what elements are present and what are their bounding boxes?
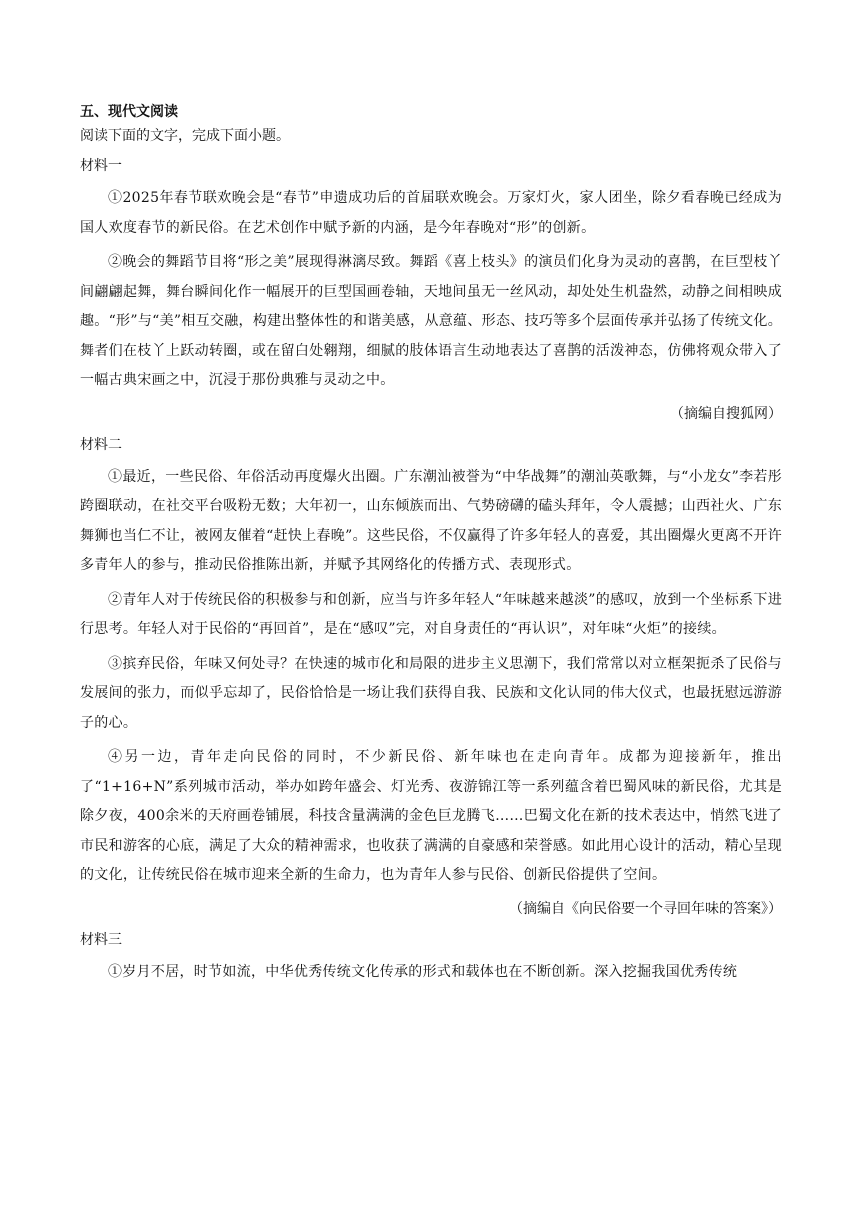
section-title: 五、现代文阅读: [80, 104, 178, 120]
paragraph: ②青年人对于传统民俗的积极参与和创新，应当与许多年轻人“年味越来越淡”的感叹，放到一个坐标系下进行思考。年轻人对于民俗的“再回首”，是在“感叹”完，对自身责任的“再认识”，对年味“火炬”的接续。: [80, 591, 782, 637]
material-three: [80, 928, 782, 988]
paragraph: ①岁月不居，时节如流，中华优秀传统文化传承的形式和载体也在不断创新。深入挖掘我国优秀传统: [108, 963, 738, 980]
document-page: [80, 100, 782, 992]
paragraph: ①最近，一些民俗、年俗活动再度爆火出圈。广东潮汕被誉为“中华战舞”的潮汕英歌舞，与“小龙女”李若彤跨圈联动，在社交平台吸粉无数；大年初一，山东倾族而出、气势磅礴的磕头拜年，令人震撼；山西社火、广东舞狮也当仁不让，被网友催着“赶快上春晚”。这些民俗，不仅赢得了许多年轻人的喜爱，其出圈爆火更离不开许多青年人的参与，推动民俗推陈出新，并赋予其网络化的传播方式、表现形式。: [80, 468, 782, 573]
instruction: 阅读下面的文字，完成下面小题。: [80, 128, 290, 144]
paragraph: ①2025年春节联欢晚会是“春节”申遗成功后的首届联欢晚会。万家灯火，家人团坐，除夕看春晚已经成为国人欢度春节的新民俗。在艺术创作中赋予新的内涵，是今年春晚对“形”的创新。: [80, 190, 782, 236]
material-one: [80, 154, 782, 427]
source-citation: （摘编自《向民俗要一个寻回年味的答案》）: [509, 900, 782, 917]
material-label: 材料一: [80, 158, 122, 174]
paragraph: ②晚会的舞蹈节目将“形之美”展现得淋漓尽致。舞蹈《喜上枝头》的演员们化身为灵动的喜鹊，在巨型枝丫间翩翩起舞，舞台瞬间化作一幅展开的巨型国画卷轴，天地间虽无一丝风动，却处处生机盎然，动静之间相映成趣。“形”与“美”相互交融，构建出整体性的和谐美感，从意蕴、形态、技巧等多个层面传承并弘扬了传统文化。舞者们在枝丫上跃动转圈，或在留白处翱翔，细腻的肢体语言生动地表达了喜鹊的活泼神态，仿佛将观众带入了一幅古典宋画之中，沉浸于那份典雅与灵动之中。: [80, 254, 782, 388]
material-label: 材料三: [80, 931, 122, 948]
material-label: 材料二: [80, 436, 122, 453]
material-two: [80, 433, 782, 922]
paragraph: ③摈弃民俗，年味又何处寻？在快速的城市化和局限的进步主义思潮下，我们常常以对立框架扼杀了民俗与发展间的张力，而似乎忘却了，民俗恰恰是一场让我们获得自我、民族和文化认同的伟大仪式，也最抚慰远游游子的心。: [80, 655, 782, 731]
paragraph: ④另一边，青年走向民俗的同时，不少新民俗、新年味也在走向青年。成都为迎接新年，推出了“1+16+N”系列城市活动，举办如跨年盛会、灯光秀、夜游锦江等一系列蕴含着巴蜀风味的新民俗，尤其是除夕夜，400余米的天府画卷铺展，科技含量满满的金色巨龙腾飞……巴蜀文化在新的技术表达中，悄然飞进了市民和游客的心底，满足了大众的精神需求，也收获了满满的自豪感和荣誉感。如此用心设计的活动，精心呈现的文化，让传统民俗在城市迎来全新的生命力，也为青年人参与民俗、创新民俗提供了空间。: [80, 749, 782, 883]
source-citation: （摘编自搜狐网）: [670, 405, 782, 422]
